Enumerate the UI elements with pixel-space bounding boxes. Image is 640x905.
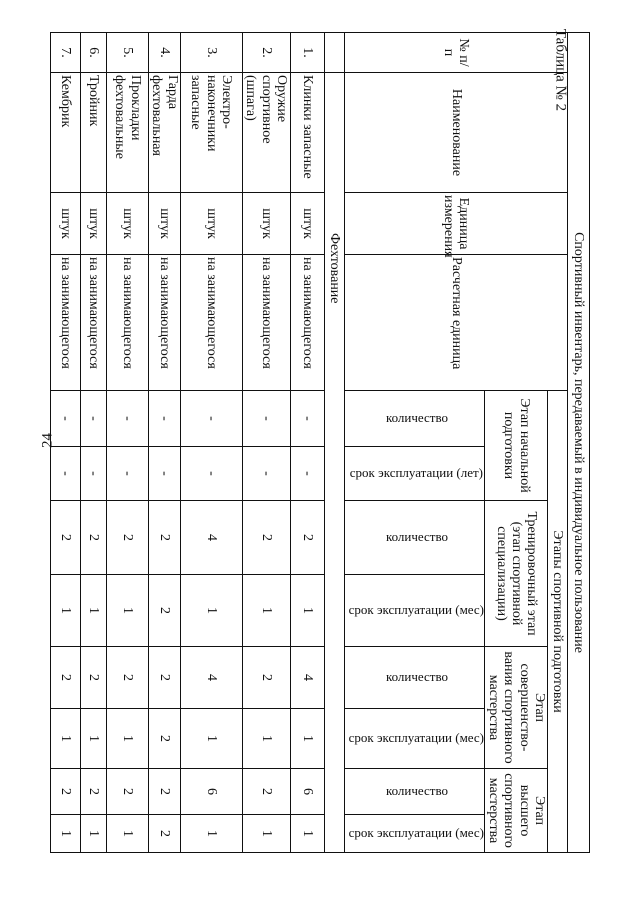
- row-no: 1.: [290, 33, 324, 73]
- section-title: Фехтование: [324, 73, 344, 853]
- header-stage3: Этап совершенство-вания спортивного мастерства: [485, 647, 548, 769]
- header-calc-unit: Расчетная единица: [344, 255, 567, 391]
- equipment-table: [50, 32, 590, 853]
- row-value-s2t: 2: [148, 575, 180, 647]
- table-row: [290, 33, 324, 853]
- row-value-s3t: 1: [50, 709, 80, 769]
- row-value-s4t: 1: [80, 815, 106, 853]
- header-stage2: Тренировочный этап (этап спортивной специализации): [485, 501, 548, 647]
- row-value-s4t: 1: [50, 815, 80, 853]
- header-s3-qty: количество: [344, 647, 485, 709]
- table-row: [80, 33, 106, 853]
- row-value-s1q: -: [290, 391, 324, 447]
- header-unit: Единица измерения: [344, 193, 567, 255]
- table-row: [180, 33, 242, 853]
- row-value-s4t: 2: [148, 815, 180, 853]
- row-value-s3t: 1: [180, 709, 242, 769]
- row-no: 5.: [106, 33, 148, 73]
- row-value-s2q: 2: [148, 501, 180, 575]
- row-name: Оружие спортивное (шпага): [242, 73, 290, 193]
- row-value-s2q: 2: [50, 501, 80, 575]
- row-value-s2q: 2: [80, 501, 106, 575]
- header-no: № п/п: [344, 33, 567, 73]
- row-name: Тройник: [80, 73, 106, 193]
- row-value-s2q: 2: [106, 501, 148, 575]
- header-s4-term: срок эксплуатации (мес): [344, 815, 485, 853]
- row-value-s1t: -: [290, 447, 324, 501]
- header-stage4: Этап высшего спортивного мастерства: [485, 769, 548, 853]
- row-value-s1q: -: [50, 391, 80, 447]
- row-value-s4q: 2: [80, 769, 106, 815]
- row-value-s4t: 1: [290, 815, 324, 853]
- page-number: 24: [39, 433, 56, 448]
- row-value-s3q: 2: [50, 647, 80, 709]
- row-value-s4q: 2: [50, 769, 80, 815]
- row-calc-unit: на занимающегося: [80, 255, 106, 391]
- row-value-s3q: 2: [80, 647, 106, 709]
- row-value-s2t: 1: [50, 575, 80, 647]
- row-value-s4t: 1: [106, 815, 148, 853]
- row-no: 4.: [148, 33, 180, 73]
- row-value-s2t: 1: [290, 575, 324, 647]
- row-value-s1q: -: [148, 391, 180, 447]
- row-value-s1t: -: [242, 447, 290, 501]
- row-unit: штук: [290, 193, 324, 255]
- row-value-s2q: 4: [180, 501, 242, 575]
- row-value-s3t: 1: [290, 709, 324, 769]
- header-s1-term: срок эксплуатации (лет): [344, 447, 485, 501]
- row-value-s1t: -: [50, 447, 80, 501]
- row-calc-unit: на занимающегося: [106, 255, 148, 391]
- section-empty: [324, 33, 344, 73]
- header-name: Наименование: [344, 73, 567, 193]
- row-value-s2q: 2: [242, 501, 290, 575]
- row-no: 3.: [180, 33, 242, 73]
- row-value-s2t: 1: [242, 575, 290, 647]
- row-unit: штук: [50, 193, 80, 255]
- header-s3-term: срок эксплуатации (мес): [344, 709, 485, 769]
- row-value-s4q: 6: [290, 769, 324, 815]
- row-value-s3t: 2: [148, 709, 180, 769]
- header-s4-qty: количество: [344, 769, 485, 815]
- row-no: 6.: [80, 33, 106, 73]
- row-unit: штук: [106, 193, 148, 255]
- row-calc-unit: на занимающегося: [242, 255, 290, 391]
- table-caption: Спортивный инвентарь, передаваемый в индивидуальное пользование: [568, 33, 590, 853]
- header-s1-qty: количество: [344, 391, 485, 447]
- row-value-s1q: -: [106, 391, 148, 447]
- row-unit: штук: [80, 193, 106, 255]
- header-s2-term: срок эксплуатации (мес): [344, 575, 485, 647]
- row-no: 2.: [242, 33, 290, 73]
- row-value-s4q: 6: [180, 769, 242, 815]
- row-value-s1t: -: [148, 447, 180, 501]
- row-value-s3t: 1: [242, 709, 290, 769]
- row-unit: штук: [148, 193, 180, 255]
- row-value-s3q: 2: [106, 647, 148, 709]
- row-value-s1q: -: [242, 391, 290, 447]
- row-name: Гарда фехтовальная: [148, 73, 180, 193]
- row-value-s3t: 1: [106, 709, 148, 769]
- table-row: [148, 33, 180, 853]
- row-calc-unit: на занимающегося: [290, 255, 324, 391]
- row-name: Прокладки фехтовальные: [106, 73, 148, 193]
- row-value-s1t: -: [80, 447, 106, 501]
- table-row: [242, 33, 290, 853]
- row-value-s3q: 4: [180, 647, 242, 709]
- row-value-s4q: 2: [106, 769, 148, 815]
- row-value-s1q: -: [180, 391, 242, 447]
- table-title: Таблица № 2: [552, 28, 569, 112]
- row-unit: штук: [180, 193, 242, 255]
- row-value-s3q: 2: [242, 647, 290, 709]
- row-value-s2t: 1: [80, 575, 106, 647]
- row-value-s4q: 2: [148, 769, 180, 815]
- table-row: [50, 33, 80, 853]
- row-calc-unit: на занимающегося: [50, 255, 80, 391]
- row-no: 7.: [50, 33, 80, 73]
- row-value-s4t: 1: [242, 815, 290, 853]
- row-value-s2t: 1: [180, 575, 242, 647]
- row-value-s4q: 2: [242, 769, 290, 815]
- header-stages-group: Этапы спортивной подготовки: [548, 391, 568, 853]
- row-value-s3q: 2: [148, 647, 180, 709]
- row-value-s1t: -: [106, 447, 148, 501]
- row-calc-unit: на занимающегося: [180, 255, 242, 391]
- row-value-s1q: -: [80, 391, 106, 447]
- row-value-s3t: 1: [80, 709, 106, 769]
- row-value-s4t: 1: [180, 815, 242, 853]
- row-name: Клинки запасные: [290, 73, 324, 193]
- row-value-s2q: 2: [290, 501, 324, 575]
- table-row: [106, 33, 148, 853]
- row-value-s2t: 1: [106, 575, 148, 647]
- row-name: Кембрик: [50, 73, 80, 193]
- row-unit: штук: [242, 193, 290, 255]
- row-value-s3q: 4: [290, 647, 324, 709]
- row-calc-unit: на занимающегося: [148, 255, 180, 391]
- header-s2-qty: количество: [344, 501, 485, 575]
- table-body: [50, 33, 324, 853]
- row-name: Электро-наконечники запасные: [180, 73, 242, 193]
- row-value-s1t: -: [180, 447, 242, 501]
- header-stage1: Этап начальной подготовки: [485, 391, 548, 501]
- rotated-table-wrapper: [58, 32, 590, 852]
